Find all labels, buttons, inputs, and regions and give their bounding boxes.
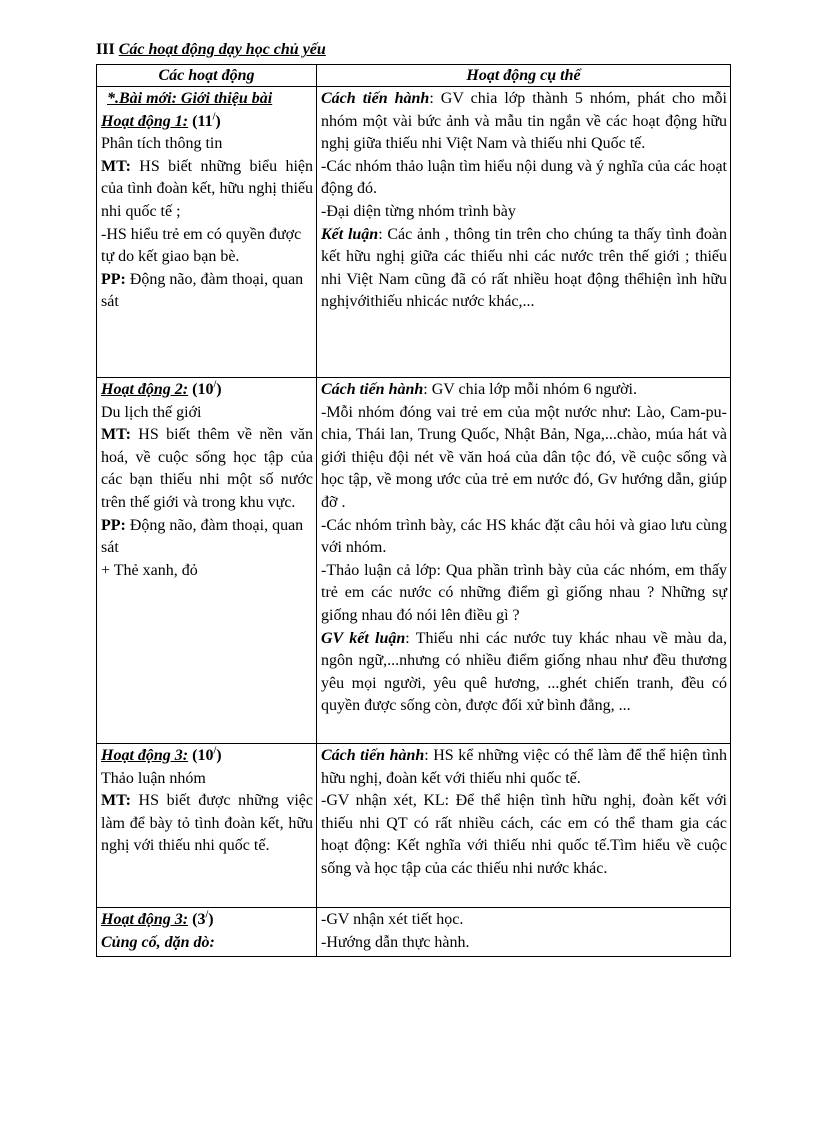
activity-method: PP: Động não, đàm thoại, quan sát: [101, 270, 304, 311]
activity-objective: MT: HS biết được những việc làm để bày tỏ tình đoàn kết, hữu nghị với thiếu nhi quốc tế.: [101, 792, 313, 855]
table-row: [97, 744, 731, 908]
section-heading: [96, 41, 326, 59]
activity-cell: [97, 87, 317, 378]
activity-time: (11/): [192, 111, 221, 130]
activity-tail: + Thẻ xanh, đỏ: [101, 561, 198, 579]
details-cell: [317, 744, 731, 908]
table-header-row: [97, 65, 731, 87]
details-paragraph: -Các nhóm thảo luận tìm hiểu nội dung và ý nghĩa của các hoạt động đó.: [321, 157, 727, 198]
activity-method: PP: Động não, đàm thoại, quan sát: [101, 516, 304, 557]
details-paragraph: -Thảo luận cả lớp: Qua phần trình bày của các nhóm, em thấy trẻ em các nước có những điểm gì giống nhau ? Những sự giống nhau đó nói lên điều gì ?: [321, 561, 727, 624]
table-row: [97, 378, 731, 744]
details-paragraph: -Mỗi nhóm đóng vai trẻ em của một nước như: Lào, Cam-pu-chia, Thái lan, Trung Quốc, Nhật Bản, Nga,...chào, múa hát và giới thiệu đội nét về văn hoá của dân tộc đó, về cuộc sống và học tập, về mong ước của trẻ em nước đó, Gv hướng dẫn, giúp đỡ .: [321, 403, 727, 511]
details-paragraph: -Đại diện từng nhóm trình bày: [321, 202, 516, 220]
activity-cell: [97, 378, 317, 744]
activity-subtitle: Phân tích thông tin: [101, 135, 223, 153]
activity-subtitle: Du lịch thế giới: [101, 403, 202, 421]
details-paragraph: -GV nhận xét, KL: Để thể hiện tình hữu nghị, đoàn kết với thiếu nhi QT có rất nhiều cách, các em có thể tham gia các hoạt động: Kết nghĩa với thiếu nhi quốc tế.Tìm hiểu về cuộc sống và học tập của các thiếu nhi nước khác.: [321, 792, 727, 877]
activity-title: Hoạt động 2:: [101, 381, 189, 398]
details-paragraph: -Hướng dẫn thực hành.: [321, 933, 470, 951]
activity-time: (10/): [192, 379, 222, 398]
activity-time: (10/): [192, 745, 222, 764]
intro-label: *.Bài mới: Giới thiệu bài: [107, 90, 273, 107]
activity-objective: MT: HS biết thêm về nền văn hoá, về cuộc sống học tập của các bạn thiếu nhi một số nước trên thế giới và trong khu vực.: [101, 426, 313, 511]
activity-cell: [97, 908, 317, 957]
section-number: III: [96, 41, 119, 58]
activity-subtitle: Thảo luận nhóm: [101, 769, 206, 787]
activity-time: (3/): [192, 909, 214, 928]
details-paragraph: Cách tiến hành: GV chia lớp mỗi nhóm 6 người.: [321, 381, 637, 398]
details-paragraph: Kết luận: Các ảnh , thông tin trên cho chúng ta thấy tình đoàn kết hữu nghị giữa các thiếu nhi các nước trên thế giới ; thiếu nhi Việt Nam cũng đã có rất nhiều hoạt động thểhiện ình hữu nghịvớithiếu nhicác nước khác,...: [321, 225, 727, 311]
activity-extra: -HS hiểu trẻ em có quyền được tự do kết giao bạn bè.: [101, 225, 302, 266]
activity-title-line: [101, 909, 313, 932]
details-cell: [317, 87, 731, 378]
header-details: Hoạt động cụ thể: [317, 65, 731, 87]
activity-cell: [97, 744, 317, 908]
details-paragraph: -GV nhận xét tiết học.: [321, 911, 464, 928]
activities-table: [96, 64, 731, 957]
details-paragraph: Cách tiến hành: HS kể những việc có thể làm để thể hiện tình hữu nghị, đoàn kết với thiếu nhi quốc tế.: [321, 747, 728, 787]
table-row: [97, 908, 731, 957]
table-row: [97, 87, 731, 378]
activity-title: Hoạt động 3:: [101, 747, 189, 764]
details-paragraph: Cách tiến hành: GV chia lớp thành 5 nhóm, phát cho mỗi nhóm một vài bức ảnh và mẫu tin ngắn về các hoạt động hữu nghị giữa thiếu nhi Việt Nam và thiếu nhi Quốc tế.: [321, 90, 727, 153]
activity-title-line: [101, 745, 313, 768]
activity-subtitle: Củng cố, dặn dò:: [101, 933, 215, 951]
details-paragraph: -Các nhóm trình bày, các HS khác đặt câu hỏi và giao lưu cùng với nhóm.: [321, 516, 727, 557]
activity-title: Hoạt động 1:: [101, 112, 189, 130]
activity-title-line: [101, 379, 313, 402]
section-title: Các hoạt động dạy học chủ yếu: [118, 41, 326, 58]
details-cell: [317, 908, 731, 957]
details-paragraph: GV kết luận: Thiếu nhi các nước tuy khác nhau về màu da, ngôn ngữ,...nhưng có nhiều điểm giống nhau như đều thương yêu mọi người, yêu quê hương, ...ghét chiến tranh, đều có quyền được sống còn, được đối xử bình đẳng, ...: [321, 629, 727, 715]
header-activities: Các hoạt động: [97, 65, 317, 87]
activity-objective: MT: HS biết những biểu hiện của tình đoàn kết, hữu nghị thiếu nhi quốc tế ;: [101, 157, 313, 220]
activity-title-line: [101, 111, 313, 134]
activity-title: Hoạt động 3:: [101, 911, 189, 928]
details-cell: [317, 378, 731, 744]
